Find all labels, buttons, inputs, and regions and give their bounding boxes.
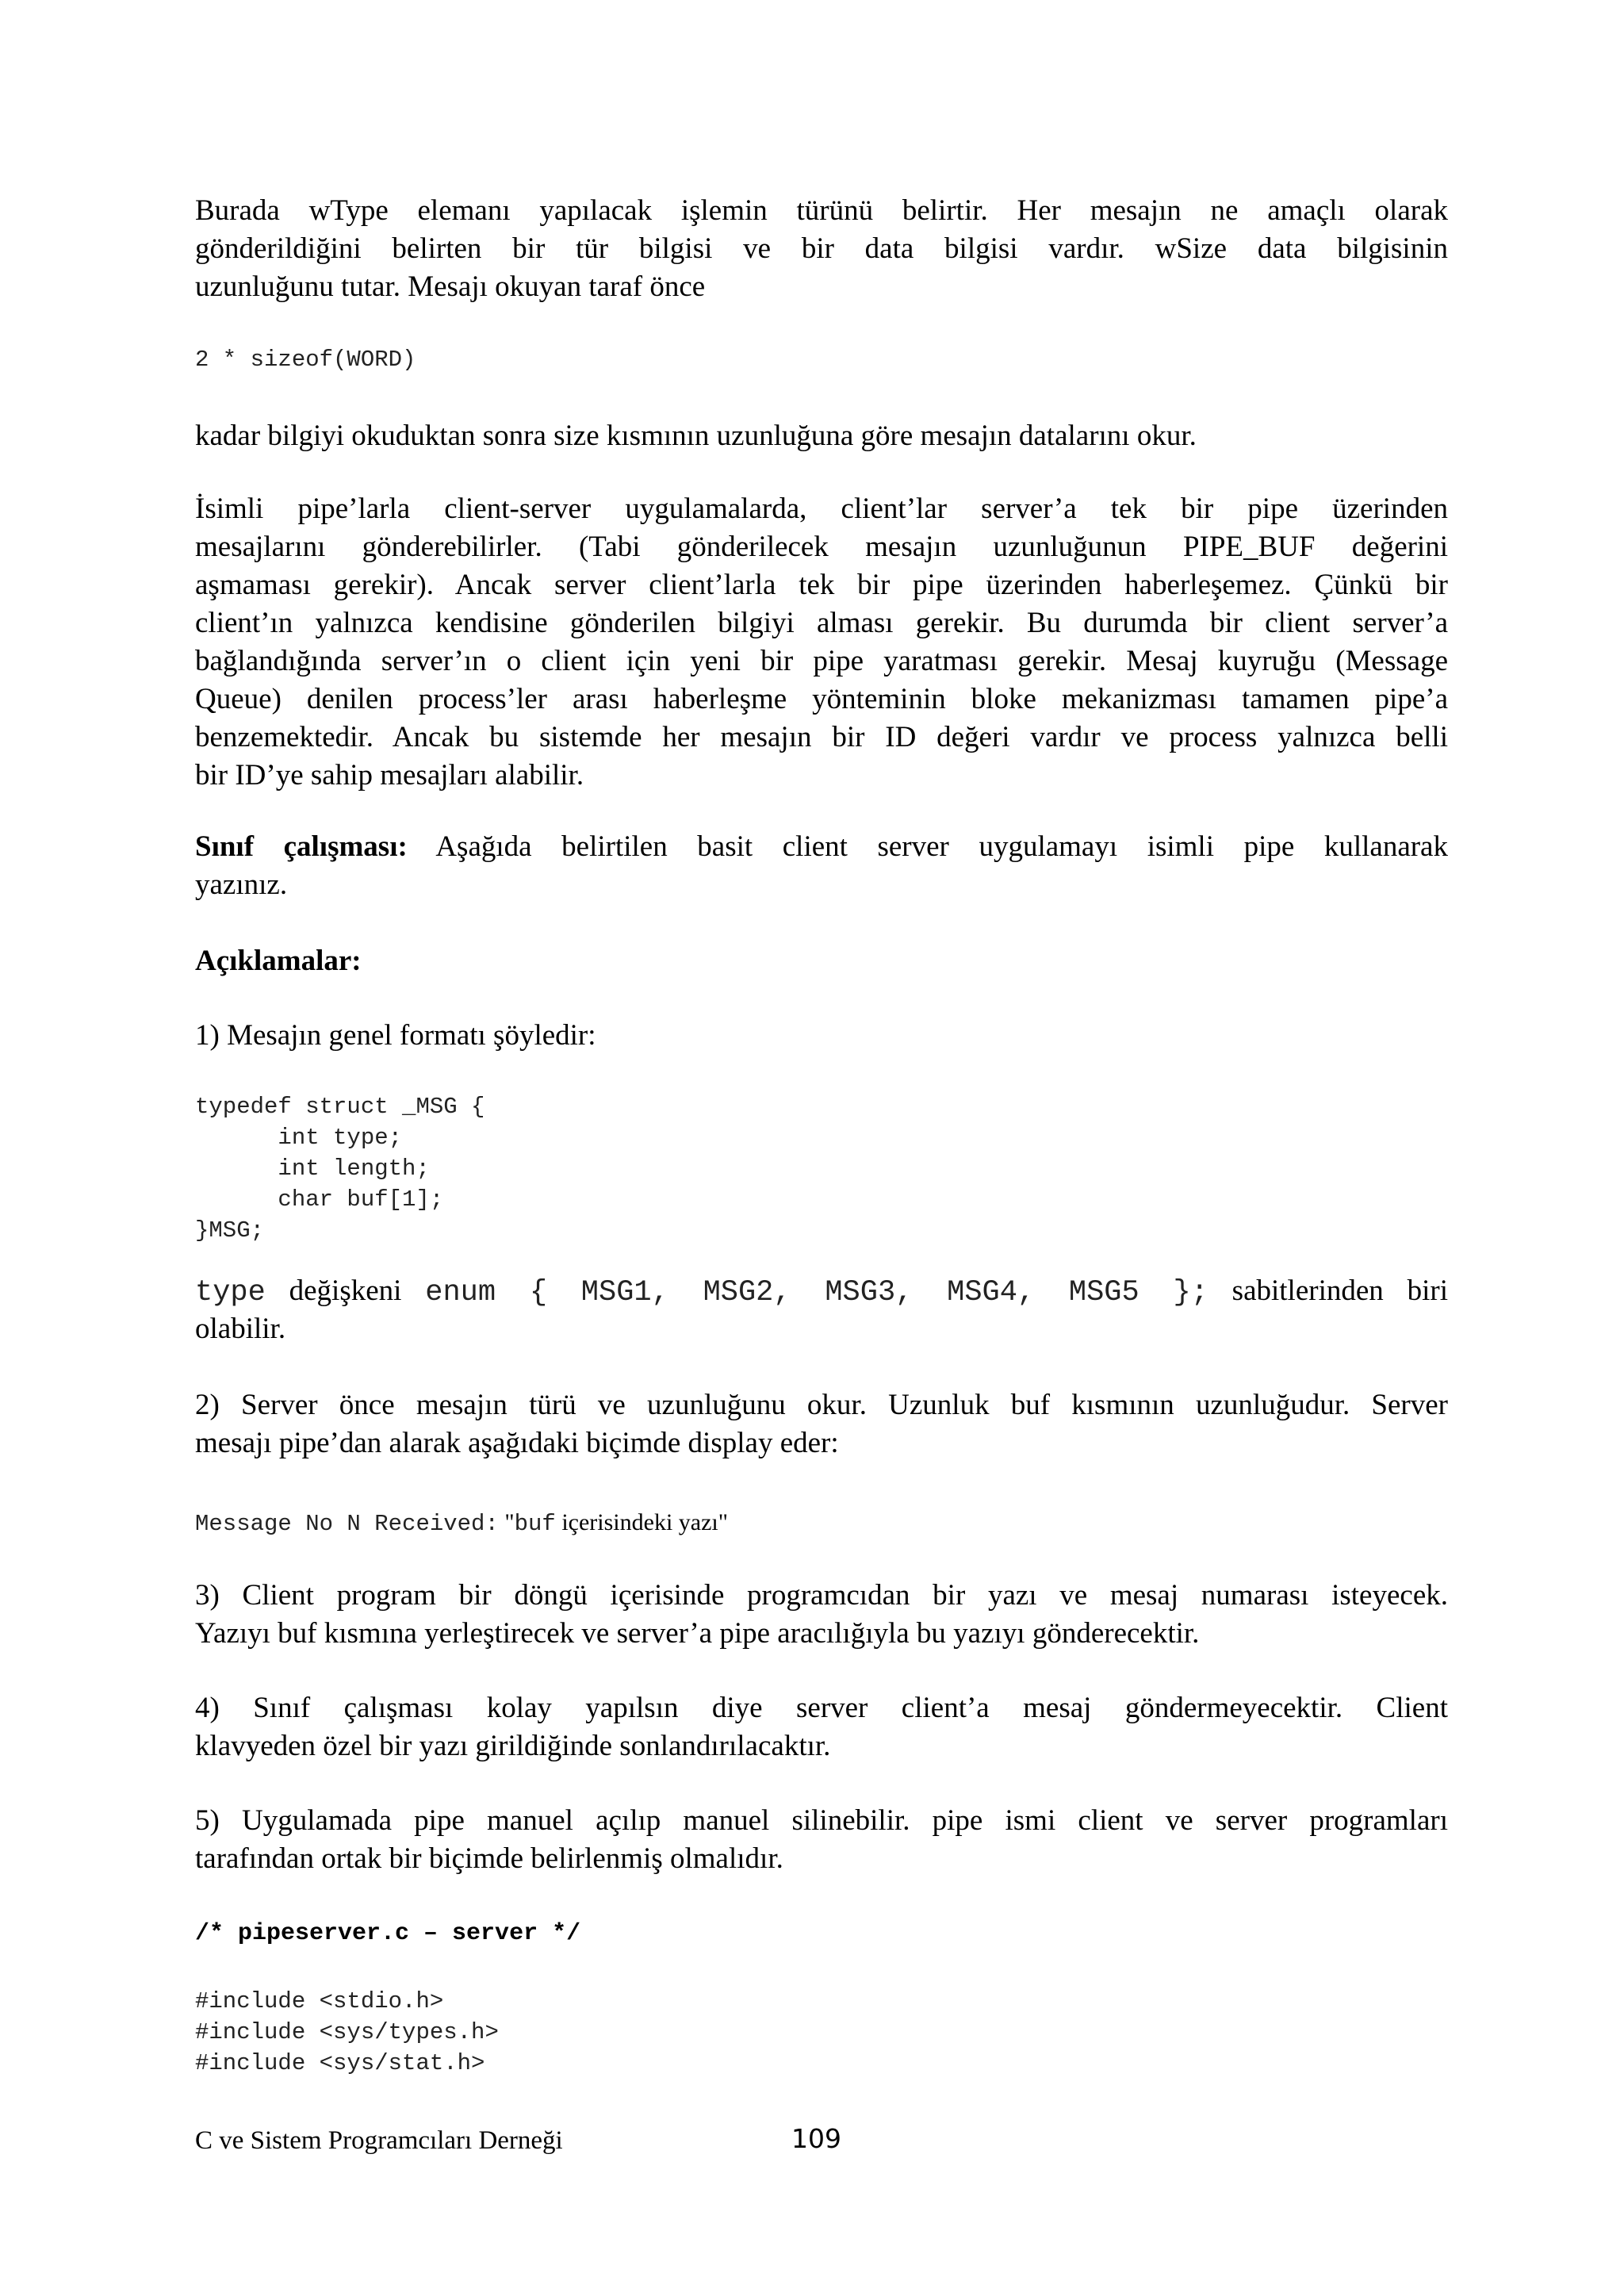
- text-line: client’ın yalnızca kendisine gönderilen bilgiyi alması gerekir. Bu durumda bir client server’a: [195, 607, 1448, 639]
- text-line: aşmaması gerekir). Ancak server client’larla tek bir pipe üzerinden haberleşemez. Çünkü bir: [195, 569, 1448, 601]
- item-4: [195, 1689, 1448, 1765]
- struct-code-block: typedef struct _MSG { int type; int length; char buf[1]; }MSG;: [195, 1094, 485, 1244]
- text-line: [195, 1272, 1448, 1310]
- text-line: [195, 1502, 1448, 1540]
- text-line: [195, 828, 1448, 866]
- text-line: bağlandığında server’ın o client için yeni bir pipe yaratması gerekir. Mesaj kuyruğu (Message: [195, 645, 1448, 677]
- text-line: 5) Uygulamada pipe manuel açılıp manuel silinebilir. pipe ismi client ve server programları: [195, 1804, 1448, 1837]
- text-line: benzemektedir. Ancak bu sistemde her mesajın bir ID değeri vardır ve process yalnızca belli: [195, 721, 1448, 753]
- explanations-heading: Açıklamalar:: [195, 945, 362, 977]
- text-segment: değişkeni: [265, 1274, 426, 1307]
- text-line: mesajlarını gönderebilirler. (Tabi gönderilecek mesajın uzunluğunun PIPE_BUF değerini: [195, 531, 1448, 563]
- text-line: 4) Sınıf çalışması kolay yapılsın diye server client’a mesaj göndermeyecektir. Client: [195, 1692, 1448, 1724]
- text-line: olabilir.: [195, 1313, 286, 1345]
- text-line: 1) Mesajın genel formatı şöyledir:: [195, 1019, 596, 1052]
- type-paragraph: [195, 1272, 1448, 1348]
- page-number: 109: [791, 2123, 841, 2154]
- text-line: Burada wType elemanı yapılacak işlemin türünü belirtir. Her mesajın ne amaçlı olarak: [195, 194, 1448, 227]
- code-sizeof: 2 * sizeof(WORD): [195, 347, 416, 373]
- code-title: /* pipeserver.c – server */: [195, 1920, 581, 1947]
- text-line: mesajı pipe’dan alarak aşağıdaki biçimde display eder:: [195, 1427, 839, 1459]
- text-line: kadar bilgiyi okuduktan sonra size kısmının uzunluğuna göre mesajın datalarını okur.: [195, 420, 1197, 452]
- text-line: gönderildiğini belirten bir tür bilgisi ve bir data bilgisi vardır. wSize data bilgisinin: [195, 232, 1448, 265]
- text-line: yazınız.: [195, 868, 288, 901]
- text-line: 3) Client program bir döngü içerisinde programcıdan bir yazı ve mesaj numarası isteyecek.: [195, 1579, 1448, 1612]
- item-5: [195, 1802, 1448, 1878]
- code-message-format: Message No N Received:: [195, 1511, 499, 1537]
- intro-paragraph: [195, 192, 1448, 306]
- text-segment: sabitlerinden biri: [1208, 1274, 1448, 1307]
- code-type: type: [195, 1276, 266, 1309]
- text-line: tarafından ortak bir biçimde belirlenmiş olmalıdır.: [195, 1842, 783, 1875]
- text-line: İsimli pipe’larla client-server uygulamalarda, client’lar server’a tek bir pipe üzerinden: [195, 493, 1448, 525]
- text-line: 2) Server önce mesajın türü ve uzunluğunu okur. Uzunluk buf kısmının uzunluğudur. Server: [195, 1389, 1448, 1421]
- text-line: Yazıyı buf kısmına yerleştirecek ve server’a pipe aracılığıyla bu yazıyı gönderecektir.: [195, 1617, 1200, 1650]
- exercise-paragraph: [195, 828, 1448, 904]
- text-line: klavyeden özel bir yazı girildiğinde sonlandırılacaktır.: [195, 1730, 831, 1762]
- footer-organization: C ve Sistem Programcıları Derneği: [195, 2126, 563, 2155]
- text-line: uzunluğunu tutar. Mesajı okuyan taraf önce: [195, 270, 706, 303]
- code-buf: buf: [514, 1511, 556, 1537]
- item-1: [195, 1017, 1448, 1055]
- text-segment: ": [498, 1509, 515, 1535]
- text-line: bir ID’ye sahip mesajları alabilir.: [195, 759, 584, 792]
- display-format-line: [195, 1502, 1448, 1540]
- item-3: [195, 1577, 1448, 1653]
- text-segment: içerisindeki yazı": [555, 1509, 729, 1535]
- text-line: Queue) denilen process’ler arası haberleşme yönteminin bloke mekanizması tamamen pipe’a: [195, 683, 1448, 715]
- exercise-label: Sınıf çalışması:: [195, 830, 408, 863]
- named-pipe-paragraph: [195, 490, 1448, 795]
- exercise-text: Aşağıda belirtilen basit client server uygulamayı isimli pipe kullanarak: [407, 830, 1448, 863]
- after-sizeof-paragraph: [195, 417, 1448, 455]
- includes-code-block: #include <stdio.h> #include <sys/types.h> #include <sys/stat.h>: [195, 1988, 499, 2076]
- item-2: [195, 1386, 1448, 1462]
- code-enum: enum { MSG1, MSG2, MSG3, MSG4, MSG5 };: [425, 1276, 1208, 1309]
